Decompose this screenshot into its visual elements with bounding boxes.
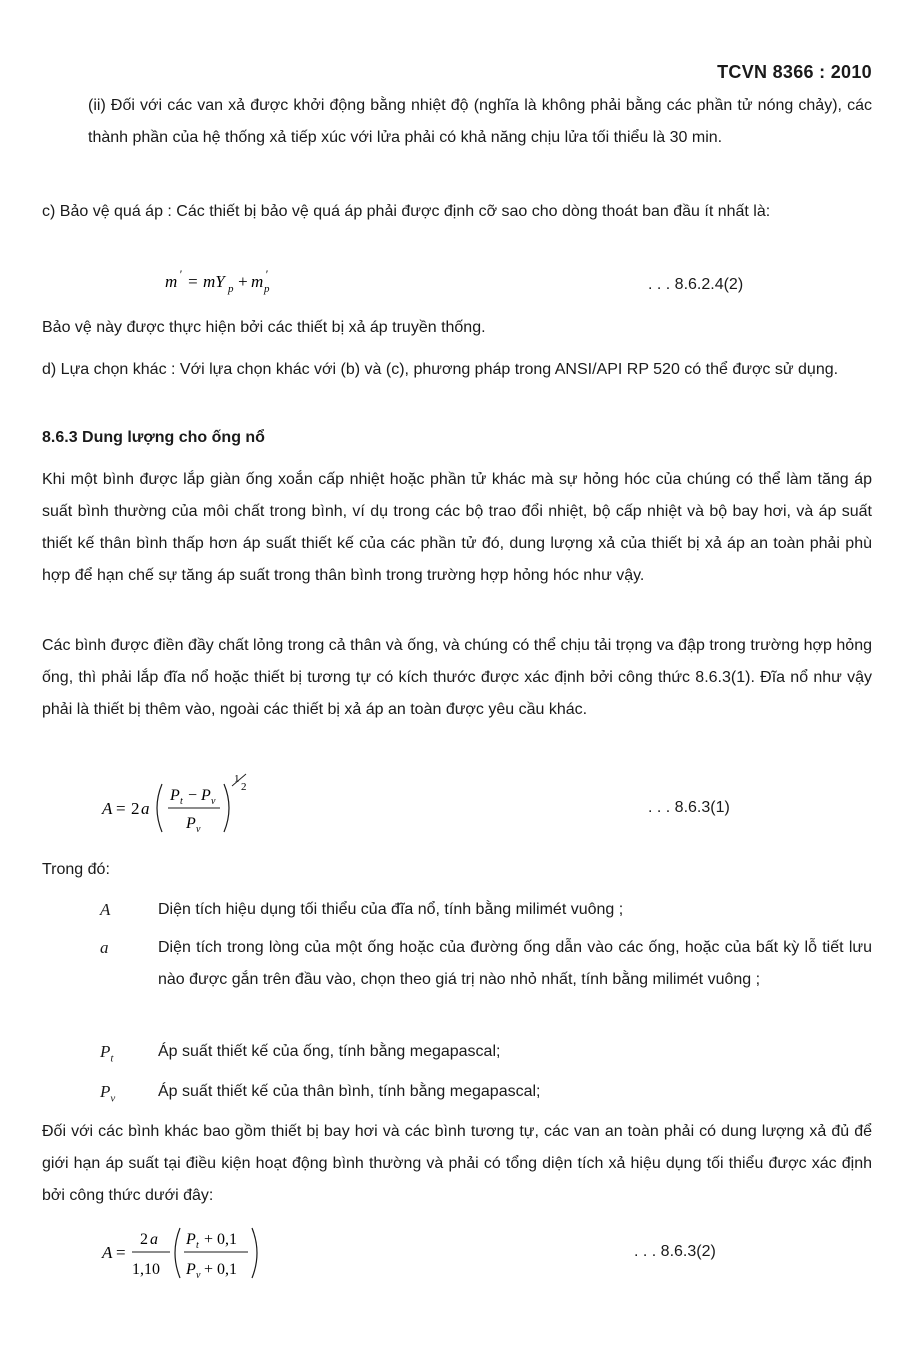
- svg-text:P: P: [186, 1261, 196, 1278]
- svg-text:t: t: [196, 1240, 199, 1251]
- equation-8-6-2-4-2: [165, 266, 305, 309]
- equation-8-6-3-2: [98, 1218, 278, 1300]
- svg-text:m: m: [165, 272, 178, 291]
- svg-text:mY: mY: [203, 272, 225, 291]
- equation-3-reference: . . . 8.6.3(2): [634, 1243, 716, 1260]
- equation-1-reference: . . . 8.6.2.4(2): [648, 276, 744, 293]
- svg-text:1,10: 1,10: [132, 1261, 160, 1278]
- section-heading: 8.6.3 Dung lượng cho ống nổ: [42, 429, 265, 446]
- svg-text:=: =: [187, 272, 199, 291]
- svg-text:p: p: [264, 283, 270, 295]
- definition-text: Áp suất thiết kế của thân bình, tính bằng megapascal;: [158, 1083, 541, 1100]
- paragraph-ii-text: (ii) Đối với các van xả được khởi động bằng nhiệt độ (nghĩa là không phải bằng các phần tử nóng chảy), các thành phần của hệ thống xả tiếp xúc với lửa phải có khả năng chịu lửa tối thiểu là 30 min.: [88, 97, 872, 146]
- paragraph-2-text: Các bình được điền đầy chất lỏng trong cả thân và ống, và chúng có thể chịu tải trọng va đập trong trường hợp hỏng ống, thì phải lắp đĩa nổ hoặc thiết bị tương tự có kích thước được xác định bởi công thức 8.6.3(1). Đĩa nổ như vậy phải là thiết bị thêm vào, ngoài các thiết bị xả áp an toàn được yêu cầu khác.: [42, 637, 872, 718]
- paragraph-2: [42, 630, 872, 726]
- section-c: [42, 196, 872, 228]
- definition-symbol: A: [100, 900, 111, 919]
- svg-text:P: P: [186, 815, 196, 832]
- section-c-note: [42, 312, 872, 344]
- standard-number: TCVN 8366 : 2010: [717, 62, 872, 82]
- svg-text:P: P: [170, 787, 180, 804]
- svg-text:+: +: [237, 272, 249, 291]
- equation-2-reference: . . . 8.6.3(1): [648, 799, 730, 816]
- svg-text:=: =: [116, 799, 126, 818]
- svg-text:−: −: [188, 787, 198, 804]
- svg-text:t: t: [180, 796, 183, 807]
- svg-text:A: A: [102, 799, 113, 818]
- svg-text:v: v: [211, 796, 216, 807]
- svg-text:+ 0,1: + 0,1: [204, 1261, 238, 1278]
- section-d: [42, 354, 872, 386]
- where-label: Trong đó:: [42, 861, 110, 878]
- paragraph-3-text: Đối với các bình khác bao gồm thiết bị bay hơi và các bình tương tự, các van an toàn phải có dung lượng xả đủ để giới hạn áp suất tại điều kiện hoạt động bình thường và phải có tổng diện tích xả hiệu dụng tối thiểu được xác định bởi công thức dưới đây:: [42, 1123, 872, 1204]
- svg-text:a: a: [141, 799, 150, 818]
- definition-text: Diện tích hiệu dụng tối thiểu của đĩa nổ, tính bằng milimét vuông ;: [158, 901, 624, 918]
- definition-symbol: $P_t$: [100, 1042, 114, 1065]
- equation-8-6-3-1: [98, 770, 268, 854]
- paragraph-1-text: Khi một bình được lắp giàn ống xoắn cấp nhiệt hoặc phần tử khác mà sự hỏng hóc của chúng có thể làm tăng áp suất bình thường của môi chất trong bình, ví dụ trong các bộ trao đổi nhiệt, bộ cấp nhiệt và bộ bay hơi, và áp suất thiết kế thân bình thấp hơn áp suất thiết kế của các phần tử đó, dung lượng xả của thiết bị xả áp an toàn phải phù hợp để hạn chế sự tăng áp suất trong thân bình trong trường hợp hỏng hóc như vậy.: [42, 471, 872, 584]
- svg-text:': ': [179, 267, 182, 281]
- svg-text:2: 2: [241, 781, 247, 793]
- svg-text:=: =: [116, 1243, 126, 1262]
- equation-2-formula: [98, 770, 268, 842]
- svg-text:v: v: [196, 824, 201, 835]
- svg-text:P: P: [186, 1231, 196, 1248]
- section-c-text: c) Bảo vệ quá áp : Các thiết bị bảo vệ quá áp phải được định cỡ sao cho dòng thoát ban đầu ít nhất là:: [42, 203, 771, 220]
- svg-text:P: P: [201, 787, 211, 804]
- svg-text:m: m: [251, 272, 264, 291]
- definition-text: Diện tích trong lòng của một ống hoặc của đường ống dẫn vào các ống, hoặc của bất kỳ lỗ tiết lưu nào được gắn trên đầu vào, chọn theo giá trị nào nhỏ nhất, tính bằng milimét vuông ;: [158, 939, 872, 988]
- svg-text:2: 2: [131, 799, 140, 818]
- section-c-note-text: Bảo vệ này được thực hiện bởi các thiết bị xả áp truyền thống.: [42, 319, 486, 336]
- svg-text:p: p: [228, 283, 234, 295]
- svg-text:a: a: [150, 1231, 158, 1248]
- svg-text:+ 0,1: + 0,1: [204, 1231, 238, 1248]
- svg-text:2: 2: [140, 1231, 148, 1248]
- equation-3-formula: [98, 1218, 278, 1288]
- svg-text:A: A: [102, 1243, 113, 1262]
- definition-text: Áp suất thiết kế của ống, tính bằng megapascal;: [158, 1043, 501, 1060]
- svg-text:': ': [265, 267, 268, 281]
- paragraph-1: [42, 464, 872, 592]
- equation-1-formula: [165, 266, 305, 298]
- paragraph-ii: [88, 90, 872, 154]
- definition-symbol: $P_v$: [100, 1082, 116, 1105]
- definition-symbol: a: [100, 938, 109, 957]
- svg-text:v: v: [196, 1270, 201, 1281]
- paragraph-3: [42, 1116, 872, 1212]
- svg-text:1: 1: [234, 773, 240, 785]
- section-d-text: d) Lựa chọn khác : Với lựa chọn khác với (b) và (c), phương pháp trong ANSI/API RP 520 có thể được sử dụng.: [42, 361, 839, 378]
